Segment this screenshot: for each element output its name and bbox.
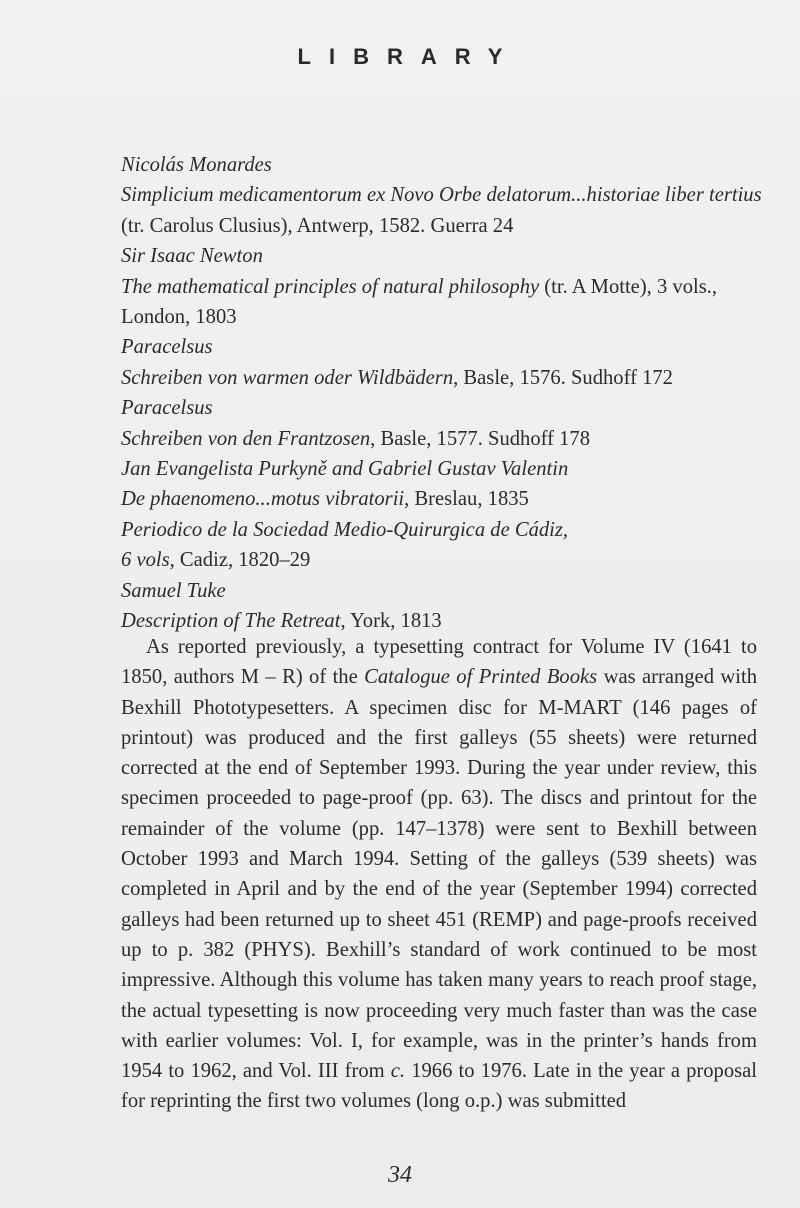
entry-citation (121, 302, 761, 332)
entry-author: Paracelsus (121, 336, 213, 359)
paragraph-text: As reported previously, a typesetting contract for Volume IV (1641 to 1850, authors M – R) of the (121, 636, 757, 689)
entry-details: (tr. A Motte), 3 vols., (539, 275, 718, 298)
entry-title: Description of The Retreat (121, 610, 341, 633)
entry-author: Sir Isaac Newton (121, 245, 263, 268)
entry-citation (121, 424, 761, 454)
entry-title: 6 vols (121, 549, 170, 572)
entry-title: Schreiben von warmen oder Wildbädern (121, 366, 454, 389)
circa-abbreviation: c. (390, 1060, 406, 1083)
paragraph-text: 1966 to 1976. Late in the year a proposal for reprinting the first two volumes (long o.p.) was submitted (121, 1060, 758, 1113)
entry-title: De phaenomeno...motus vibratorii (121, 488, 405, 511)
entry-details: , Basle, 1576. Sudhoff 172 (453, 366, 673, 389)
report-paragraph (121, 632, 757, 1117)
entry-citation (121, 211, 761, 241)
entry-author: Jan Evangelista Purkyně and Gabriel Gustav Valentin (121, 458, 569, 481)
entry-citation (121, 545, 761, 575)
paragraph-text: was arranged with Bexhill Phototypesetters. A specimen disc for M-MART (146 pages of printout) was produced and the first galleys (55 sheets) were returned corrected at the end of September 1993. During the year under review, this specimen proceeded to page-proof (pp. 63). The discs and printout for the remainder of the volume (pp. 147–1378) were sent to Bexhill between October 1993 and March 1994. Setting of the galleys (539 sheets) was completed in April and by the end of the year (September 1994) corrected galleys had been returned up to sheet 451 (REMP) and page-proofs received up to p. 382 (PHYS). Bexhill’s standard of work continued to be most impressive. Although this volume has taken many years to reach proof stage, the actual typesetting is now proceeding very much faster than was the case with earlier volumes: Vol. I, for example, was in the printer’s hands from 1954 to 1962, and Vol. III from (121, 666, 757, 1083)
entry-author: Nicolás Monardes (121, 154, 272, 176)
entry-title: Simplicium medicamentorum ex Novo Orbe delatorum...historiae liber tertius (121, 184, 762, 207)
entry-author: Paracelsus (121, 397, 213, 420)
entry-details: , York, 1813 (340, 610, 442, 633)
entry-details: London, 1803 (121, 306, 237, 329)
entry-citation (121, 484, 761, 514)
entry-details: , Basle, 1577. Sudhoff 178 (370, 427, 591, 450)
page-number: 34 (388, 1162, 412, 1188)
entry-title: The mathematical principles of natural philosophy (121, 275, 540, 298)
entry-author: Periodico de la Sociedad Medio-Quirurgica de Cádiz, (121, 518, 569, 541)
entry-author: Samuel Tuke (121, 579, 226, 602)
catalogue-title: Catalogue of Printed Books (364, 666, 598, 689)
entry-citation (121, 272, 761, 302)
entry-details: (tr. Carolus Clusius), Antwerp, 1582. Guerra 24 (121, 214, 514, 237)
page-header: LIBRARY (297, 44, 521, 69)
entry-details: , Breslau, 1835 (404, 488, 529, 511)
book-entry-list (121, 150, 761, 637)
entry-citation (121, 180, 761, 210)
entry-details: , Cadiz, 1820–29 (169, 549, 311, 572)
entry-title: Schreiben von den Frantzosen (121, 427, 371, 450)
entry-citation (121, 363, 761, 393)
